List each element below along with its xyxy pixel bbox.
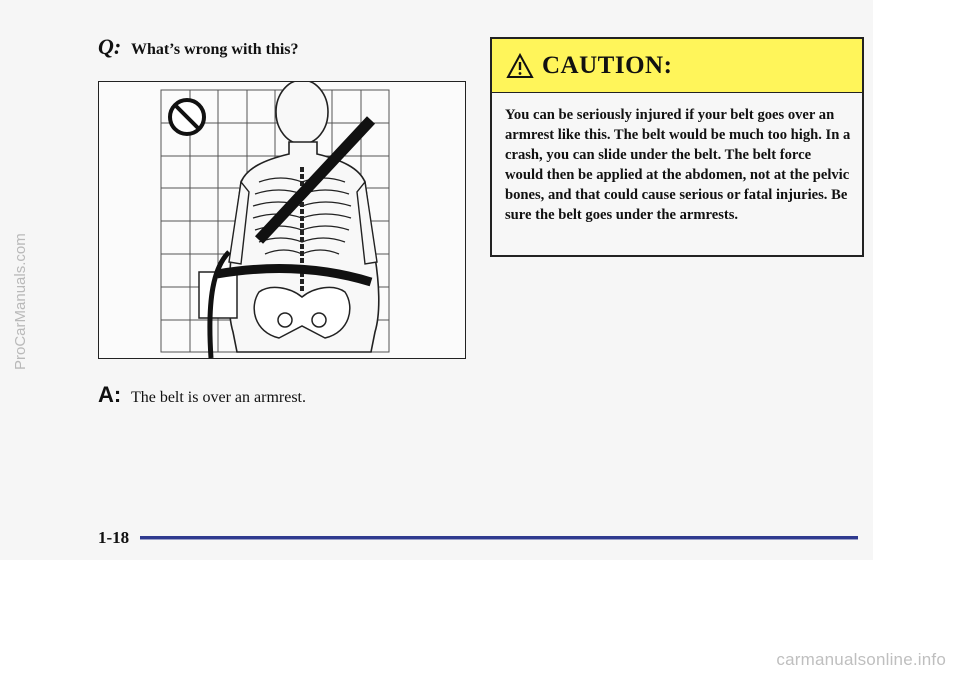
question-text: What’s wrong with this? [130,41,299,58]
caution-header [492,39,862,93]
armrest [199,272,237,318]
skeleton-illustration [99,82,465,358]
answer-text: The belt is over an armrest. [130,389,306,406]
warning-triangle-icon [506,53,534,79]
question-mark: Q: [98,34,122,59]
caution-title: CAUTION: [542,51,673,79]
prohibited-icon [170,100,204,134]
caution-box [490,37,864,257]
figure-seatbelt-over-armrest [98,81,466,359]
caution-body: You can be seriously injured if your belt goes over an armrest like this. The belt would be much too high. In a crash, you can slide under the belt. The belt force would then be applied at the abdomen, not at the pelvic bones, and that could cause serious or fatal injuries. Be sure the belt goes under the armrests. [505,107,851,223]
answer-mark: A: [98,382,122,407]
question [98,34,299,60]
watermark-side: ProCarManuals.com [12,233,29,370]
answer [98,382,306,408]
watermark-bottom: carmanualsonline.info [776,650,946,669]
page-number: 1-18 [98,528,130,547]
footer-rule [140,536,858,540]
